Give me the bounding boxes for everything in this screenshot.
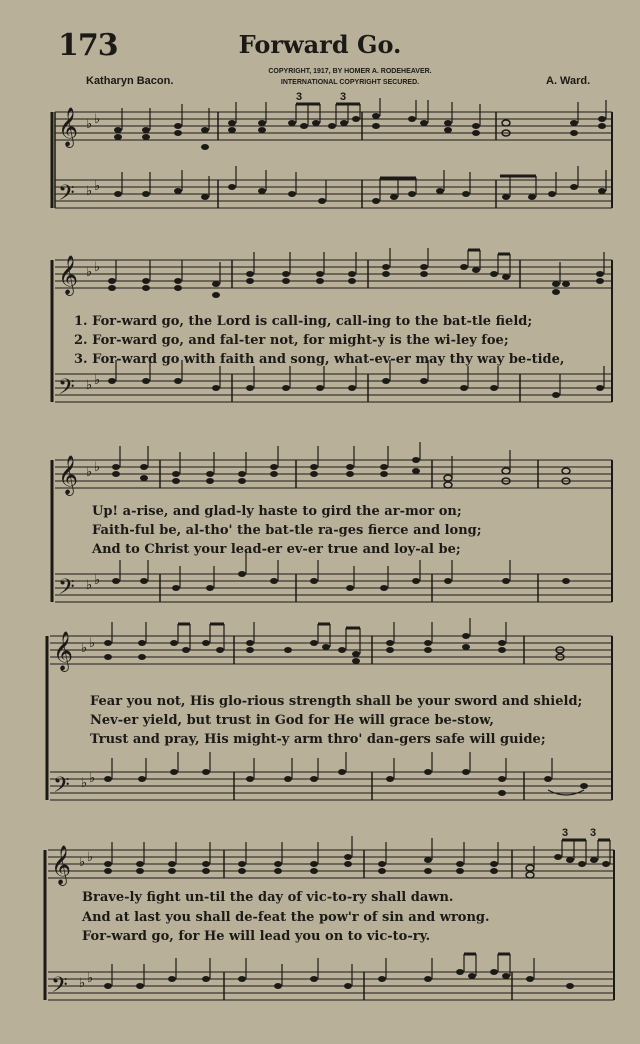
svg-text:♭: ♭: [86, 265, 93, 280]
music-system-2: [0, 248, 640, 418]
svg-text:♭: ♭: [94, 112, 101, 127]
svg-text:♭: ♭: [94, 260, 101, 275]
lyric-verse-2: Nev-er yield, but trust in God for He will grace be-stow,: [90, 713, 494, 728]
svg-text:♭: ♭: [86, 117, 93, 132]
svg-text:♭: ♭: [94, 460, 101, 475]
svg-text:𝄞: 𝄞: [53, 631, 74, 671]
triplet-mark: 3: [340, 92, 347, 103]
svg-text:♭: ♭: [79, 976, 86, 991]
lyric-verse-1: Up! a-rise, and glad-ly haste to gird the ar-mor on;: [92, 504, 462, 519]
svg-text:𝄢: 𝄢: [51, 973, 68, 1003]
svg-text:♭: ♭: [86, 578, 93, 593]
svg-text:♭: ♭: [94, 573, 101, 588]
copyright-line: INTERNATIONAL COPYRIGHT SECURED.: [280, 79, 420, 86]
svg-text:𝄞: 𝄞: [51, 845, 72, 885]
lyric-verse-3: And to Christ your lead-er ev-er true and loy-al be;: [92, 542, 461, 557]
lyric-verse-2: Faith-ful be, al-tho' the bat-tle ra-ges fierce and long;: [92, 523, 482, 538]
composer-credit: A. Ward.: [546, 75, 591, 87]
music-staff-svg: [0, 92, 640, 232]
triplet-mark: 3: [562, 827, 569, 839]
music-system-1: [0, 92, 640, 232]
svg-text:♭: ♭: [89, 771, 96, 786]
svg-text:♭: ♭: [94, 179, 101, 194]
lyric-verse-1: Brave-ly fight un-til the day of vic-to-ry shall dawn.: [82, 890, 454, 905]
svg-text:𝄞: 𝄞: [58, 107, 79, 147]
svg-text:♭: ♭: [94, 373, 101, 388]
lyric-verse-3: 3. For-ward go with faith and song, what-ev-er may thy way be-tide,: [74, 352, 565, 367]
author-credit: Katharyn Bacon.: [86, 75, 174, 87]
music-system-5: [0, 822, 640, 1022]
lyric-verse-1: Fear you not, His glo-rious strength shall be your sword and shield;: [90, 694, 583, 709]
svg-text:♭: ♭: [89, 636, 96, 651]
svg-text:𝄢: 𝄢: [53, 773, 70, 803]
music-system-4: [0, 618, 640, 814]
lyric-verse-1: 1. For-ward go, the Lord is call-ing, call-ing to the bat-tle field;: [74, 314, 533, 329]
hymn-title: Forward Go.: [238, 30, 402, 59]
svg-text:♭: ♭: [86, 184, 93, 199]
hymn-number: 173: [58, 28, 118, 63]
svg-text:♭: ♭: [81, 641, 88, 656]
lyric-verse-3: Trust and pray, His might-y arm thro' dan-gers safe will guide;: [90, 732, 546, 747]
svg-text:♭: ♭: [86, 465, 93, 480]
svg-text:♭: ♭: [86, 378, 93, 393]
triplet-mark: 3: [590, 827, 597, 839]
lyric-verse-2: And at last you shall de-feat the pow'r of sin and wrong.: [82, 910, 490, 925]
svg-text:𝄞: 𝄞: [58, 255, 79, 295]
svg-text:♭: ♭: [81, 776, 88, 791]
lyric-verse-2: 2. For-ward go, and fal-ter not, for might-y is the wi-ley foe;: [74, 333, 509, 348]
svg-text:𝄢: 𝄢: [58, 375, 75, 405]
svg-text:♭: ♭: [87, 850, 94, 865]
copyright-line: COPYRIGHT, 1917, BY HOMER A. RODEHEAVER.: [268, 68, 432, 75]
svg-text:♭: ♭: [87, 971, 94, 986]
copyright-notice: [200, 66, 500, 88]
svg-text:𝄞: 𝄞: [58, 455, 79, 495]
lyric-verse-3: For-ward go, for He will lead you on to vic-to-ry.: [82, 929, 431, 944]
svg-text:𝄢: 𝄢: [58, 575, 75, 605]
music-system-3: [0, 442, 640, 622]
svg-text:𝄢: 𝄢: [58, 181, 75, 211]
svg-text:♭: ♭: [79, 855, 86, 870]
triplet-mark: 3: [296, 92, 303, 103]
